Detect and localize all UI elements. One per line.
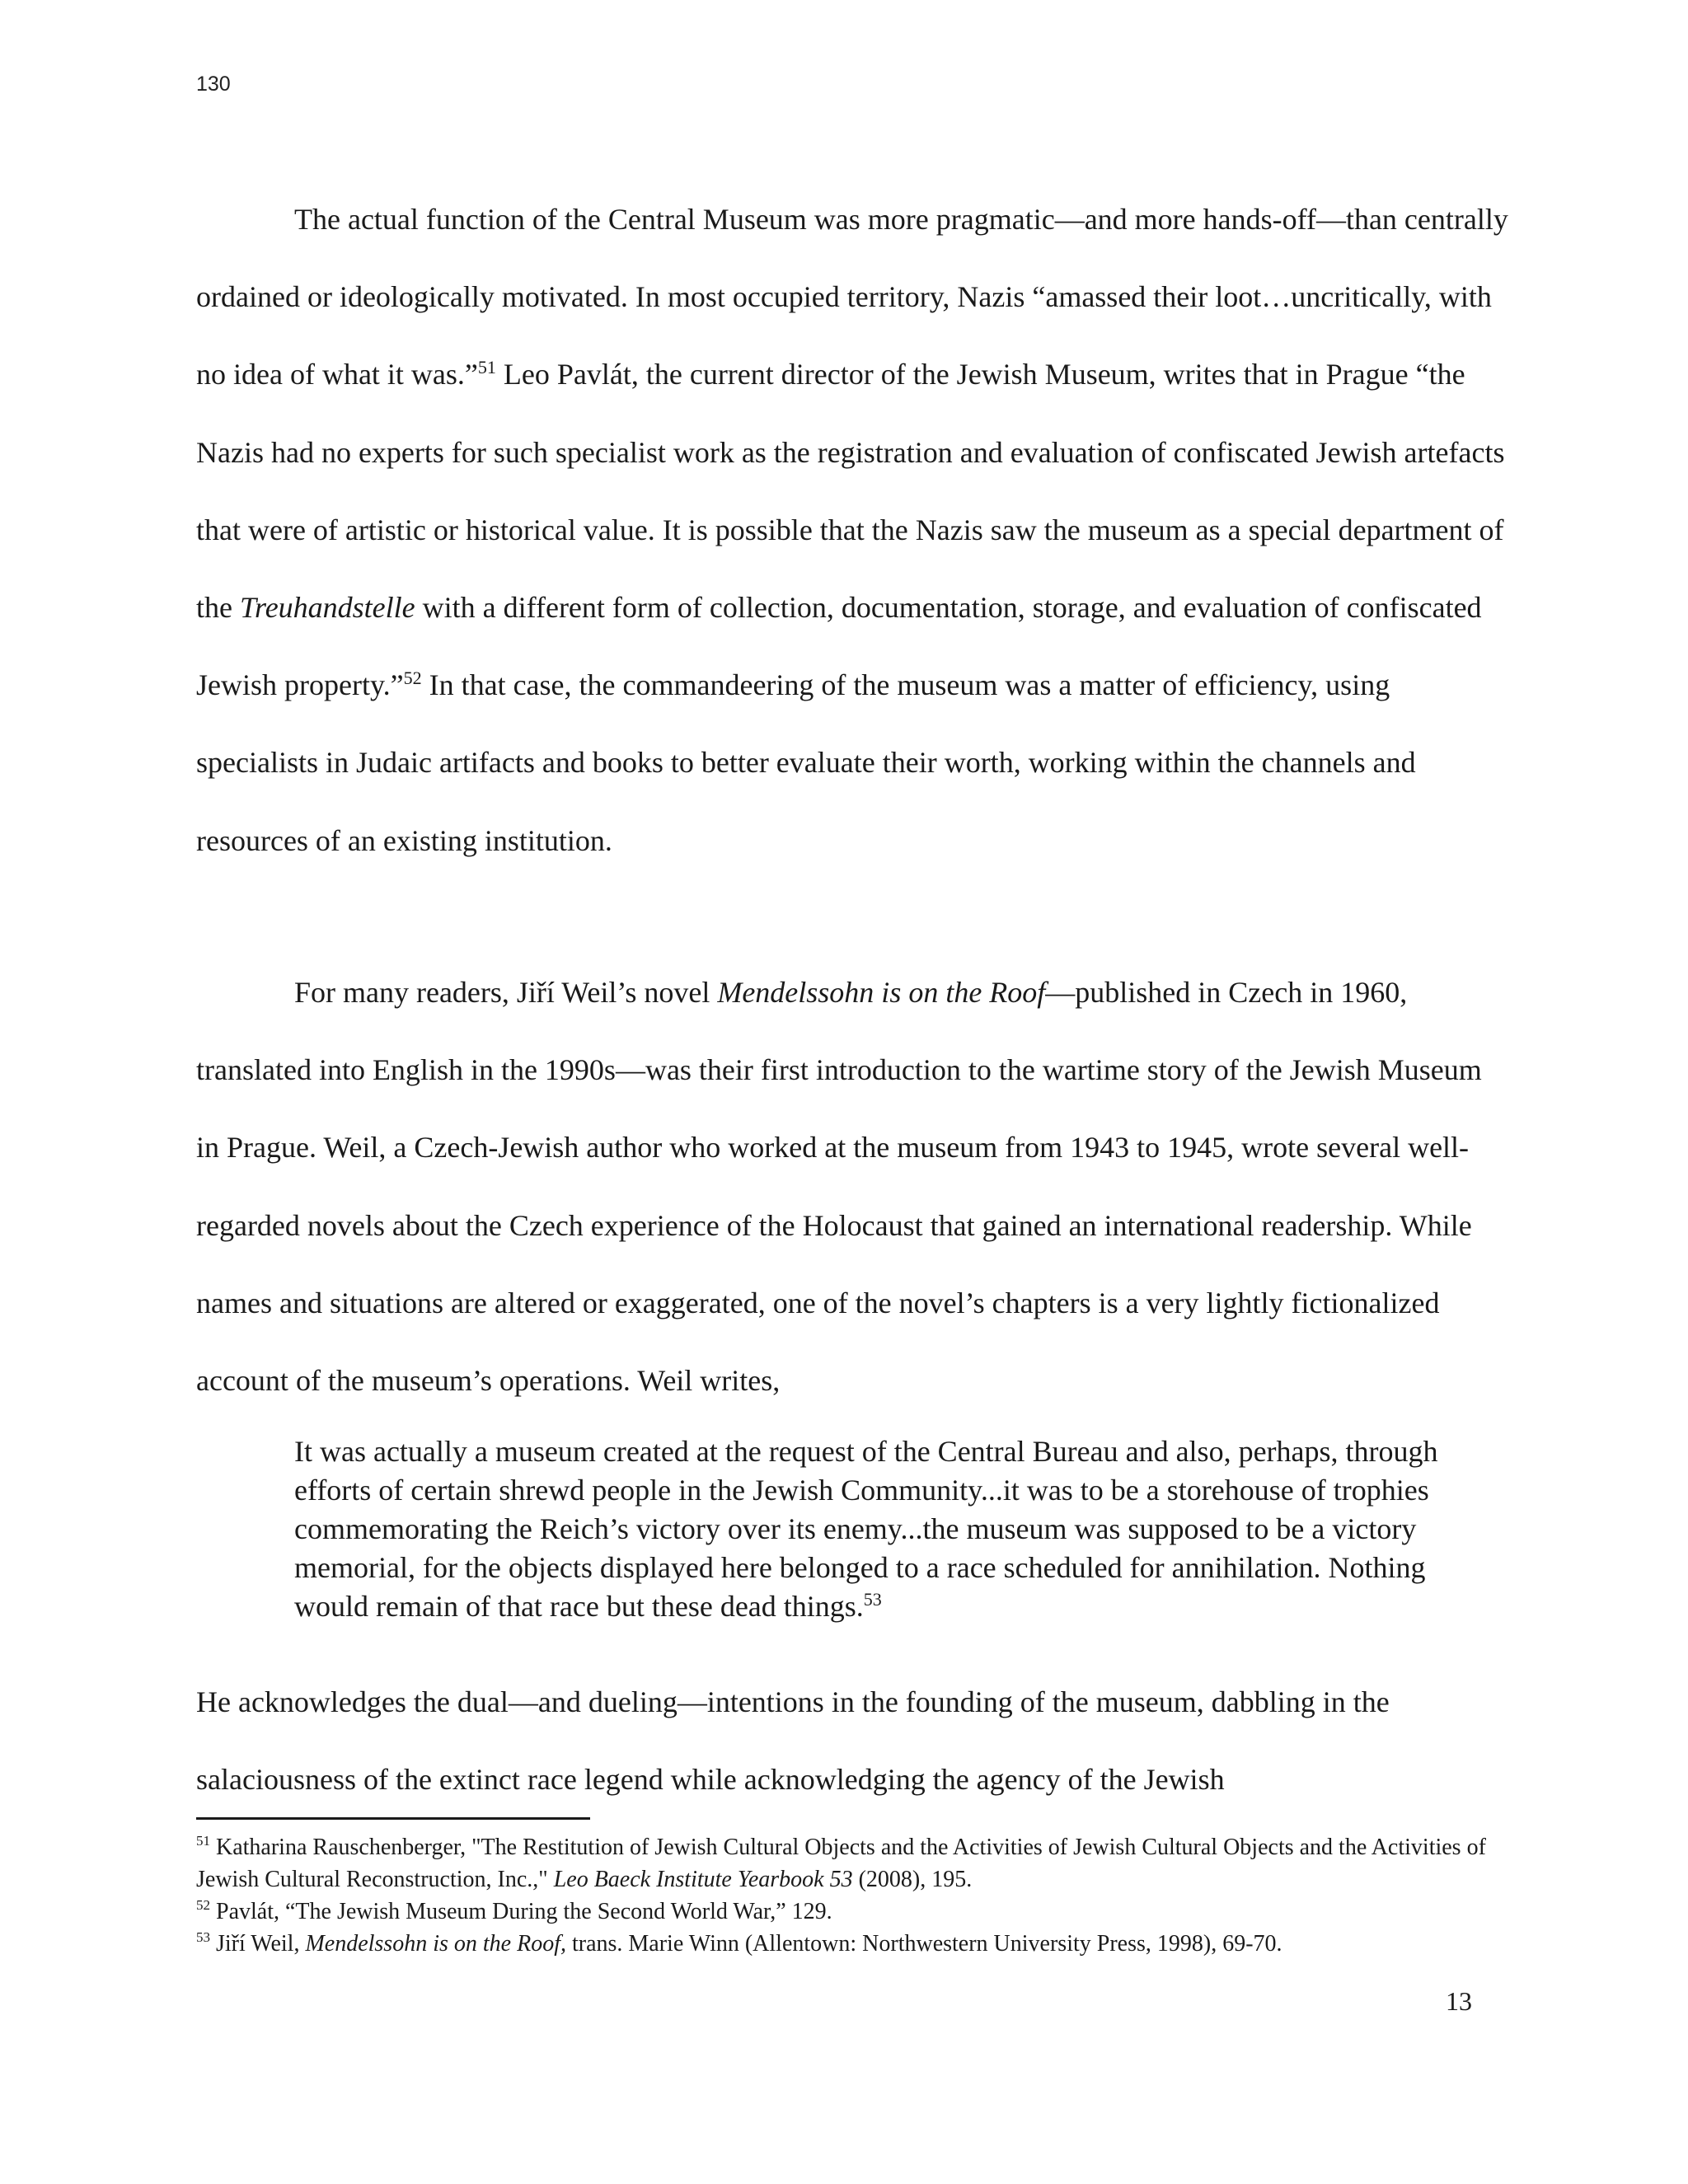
text-run: with a different form of collection, documentation, storage, and evaluation of confiscated Jewish property.” bbox=[196, 591, 1482, 702]
footnote-ref-51: 51 bbox=[477, 357, 496, 378]
footnote-separator bbox=[196, 1817, 590, 1820]
italic-book-title: Mendelssohn is on the Roof bbox=[717, 976, 1046, 1009]
footnote-number: 52 bbox=[196, 1897, 210, 1913]
text-run: For many readers, Jiří Weil’s novel bbox=[294, 976, 718, 1009]
text-run: Leo Pavlát, the current director of the Jewish Museum, writes that in Prague “the Nazis had no experts for such specialist work as the registration and evaluation of confiscated Jewish artefacts that were of artistic or historical value. It is possible that the Nazis saw the museum as a special department of the bbox=[196, 358, 1505, 625]
body-text-middle bbox=[196, 954, 1508, 1419]
footnote-number: 53 bbox=[196, 1929, 210, 1945]
running-page-number: 130 bbox=[196, 73, 231, 96]
page-number: 13 bbox=[1446, 1986, 1472, 2016]
footnote-text: Pavlát, “The Jewish Museum During the Second World War,” 129. bbox=[210, 1899, 832, 1924]
footnotes bbox=[196, 1831, 1515, 1960]
footnote-text: Jiří Weil, bbox=[210, 1931, 306, 1957]
paragraph-central-museum bbox=[196, 180, 1508, 879]
body-text-bottom bbox=[196, 1663, 1508, 1818]
footnote-italic: Mendelssohn is on the Roof, bbox=[305, 1931, 566, 1957]
paragraph-continuation: He acknowledges the dual—and dueling—intentions in the founding of the museum, dabbling in the salaciousness of the extinct race legend while acknowledging the agency of the Jewish bbox=[196, 1685, 1390, 1797]
footnote-text: (2008), 195. bbox=[852, 1867, 973, 1892]
paragraph-weil-novel bbox=[196, 954, 1508, 1419]
quote-text: It was actually a museum created at the request of the Central Bureau and also, perhaps, through efforts of certain shrewd people in the Jewish Community...it was to be a storehouse of trophies commemorating the Reich’s victory over its enemy...the museum was supposed to be a victory memorial, for the objects displayed here belonged to a race scheduled for annihilation. Nothing would remain of that race but these dead things. bbox=[294, 1435, 1438, 1623]
footnote-italic: Leo Baeck Institute Yearbook 53 bbox=[553, 1867, 853, 1892]
footnote-51 bbox=[196, 1831, 1515, 1896]
block-quotation bbox=[294, 1432, 1477, 1626]
footnote-ref-53: 53 bbox=[863, 1589, 882, 1610]
text-run: The actual function of the Central Museum was more pragmatic—and more hands-off—than centrally ordained or ideologically motivated. In most occupied territory, Nazis “amassed their loot…uncritically, with no idea of what it was.” bbox=[196, 203, 1508, 391]
body-text-top bbox=[196, 180, 1508, 879]
italic-term: Treuhandstelle bbox=[239, 591, 415, 625]
footnote-53 bbox=[196, 1928, 1515, 1960]
text-run: —published in Czech in 1960, translated into English in the 1990s—was their first introduction to the wartime story of the Jewish Museum in Prague. Weil, a Czech-Jewish author who worked at the museum from 1943 to 1945, wrote several well-regarded novels about the Czech experience of the Holocaust that gained an international readership. While names and situations are altered or exaggerated, one of the novel’s chapters is a very lightly fictionalized account of the museum’s operations. Weil writes, bbox=[196, 976, 1482, 1398]
footnote-text: Katharina Rauschenberger, "The Restitution of Jewish Cultural Objects and the Activities of Jewish Cultural Objects and the Activities of Jewish Cultural Reconstruction, Inc.," bbox=[196, 1835, 1486, 1892]
footnote-ref-52: 52 bbox=[403, 668, 422, 689]
footnote-52 bbox=[196, 1896, 1515, 1928]
footnote-text: trans. Marie Winn (Allentown: Northwestern University Press, 1998), 69-70. bbox=[565, 1931, 1282, 1957]
text-run: In that case, the commandeering of the museum was a matter of efficiency, using specialists in Judaic artifacts and books to better evaluate their worth, working within the channels and resources of an existing institution. bbox=[196, 668, 1416, 857]
footnote-number: 51 bbox=[196, 1833, 210, 1849]
